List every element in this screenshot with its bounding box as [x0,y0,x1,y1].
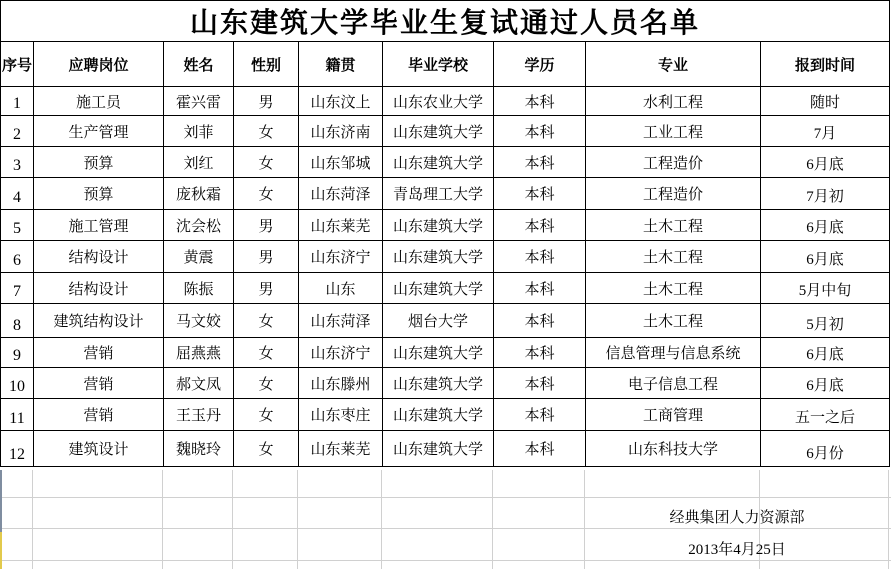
gridline-vertical [32,470,33,569]
table-row [1,241,890,273]
cell-r7-position[interactable]: 结构设计 [34,273,164,304]
cell-r11-report-time[interactable]: 五一之后 [761,399,890,431]
cell-r5-gender[interactable]: 男 [234,210,299,241]
cell-r7-name[interactable]: 陈振 [164,273,234,304]
cell-r6-report-time[interactable]: 6月底 [761,241,890,273]
cell-r8-report-time[interactable]: 5月初 [761,304,890,338]
cell-r1-hometown[interactable]: 山东汶上 [299,87,383,116]
cell-r12-report-time[interactable]: 6月份 [761,431,890,467]
gridline-vertical [232,470,233,569]
cell-r2-school[interactable]: 山东建筑大学 [383,116,494,147]
cell-r4-no[interactable]: 4 [1,178,34,210]
cell-r1-position[interactable]: 施工员 [34,87,164,116]
cell-r2-no[interactable]: 2 [1,116,34,147]
cell-r11-major[interactable]: 工商管理 [586,399,761,431]
cell-r7-hometown[interactable]: 山东 [299,273,383,304]
cell-r9-position[interactable]: 营销 [34,338,164,368]
cell-r4-position[interactable]: 预算 [34,178,164,210]
cell-r4-report-time[interactable]: 7月初 [761,178,890,210]
cell-r11-position[interactable]: 营销 [34,399,164,431]
cell-r9-gender[interactable]: 女 [234,338,299,368]
column-header-4[interactable]: 籍贯 [299,42,383,87]
cell-r2-name[interactable]: 刘菲 [164,116,234,147]
cell-r10-report-time[interactable]: 6月底 [761,368,890,399]
cell-r2-major[interactable]: 工业工程 [586,116,761,147]
cell-r9-major[interactable]: 信息管理与信息系统 [586,338,761,368]
footer-date[interactable]: 2013年4月25日 [688,542,786,558]
cell-r10-degree[interactable]: 本科 [494,368,586,399]
cell-r3-position[interactable]: 预算 [34,147,164,178]
cell-r12-position[interactable]: 建筑设计 [34,431,164,467]
cell-r8-degree[interactable]: 本科 [494,304,586,338]
cell-r5-hometown[interactable]: 山东莱芜 [299,210,383,241]
cell-r10-no[interactable]: 10 [1,368,34,399]
gridline-horizontal [0,497,891,498]
cell-r11-no[interactable]: 11 [1,399,34,431]
table-row [1,116,890,147]
cell-r1-degree[interactable]: 本科 [494,87,586,116]
cell-r12-gender[interactable]: 女 [234,431,299,467]
cell-r12-degree[interactable]: 本科 [494,431,586,467]
column-header-6[interactable]: 学历 [494,42,586,87]
cell-r3-report-time[interactable]: 6月底 [761,147,890,178]
cell-r6-major[interactable]: 土木工程 [586,241,761,273]
cell-r6-hometown[interactable]: 山东济宁 [299,241,383,273]
header-row [1,42,890,87]
cell-r1-no[interactable]: 1 [1,87,34,116]
cell-r2-degree[interactable]: 本科 [494,116,586,147]
cell-r5-no[interactable]: 5 [1,210,34,241]
cell-r5-degree[interactable]: 本科 [494,210,586,241]
cell-r11-gender[interactable]: 女 [234,399,299,431]
left-edge-strip-top [0,470,2,532]
title-row [1,1,890,42]
cell-r2-gender[interactable]: 女 [234,116,299,147]
table-row [1,210,890,241]
cell-r5-report-time[interactable]: 6月底 [761,210,890,241]
cell-r10-gender[interactable]: 女 [234,368,299,399]
cell-r3-degree[interactable]: 本科 [494,147,586,178]
gridline-vertical [492,470,493,569]
cell-r8-school[interactable]: 烟台大学 [383,304,494,338]
table-row [1,87,890,116]
cell-r6-school[interactable]: 山东建筑大学 [383,241,494,273]
cell-r10-hometown[interactable]: 山东滕州 [299,368,383,399]
cell-r7-gender[interactable]: 男 [234,273,299,304]
table-row [1,273,890,304]
column-header-3[interactable]: 性别 [234,42,299,87]
cell-r12-major[interactable]: 山东科技大学 [586,431,761,467]
cell-r6-degree[interactable]: 本科 [494,241,586,273]
cell-r12-name[interactable]: 魏晓玲 [164,431,234,467]
cell-r8-no[interactable]: 8 [1,304,34,338]
gridline-vertical [381,470,382,569]
cell-r9-no[interactable]: 9 [1,338,34,368]
cell-r9-degree[interactable]: 本科 [494,338,586,368]
cell-r3-school[interactable]: 山东建筑大学 [383,147,494,178]
cell-r3-major[interactable]: 工程造价 [586,147,761,178]
column-header-2[interactable]: 姓名 [164,42,234,87]
left-edge-strip-bottom [0,532,2,569]
cell-r10-name[interactable]: 郝文凤 [164,368,234,399]
gridline-horizontal [0,560,891,561]
cell-r8-hometown[interactable]: 山东菏泽 [299,304,383,338]
column-header-8[interactable]: 报到时间 [761,42,890,87]
cell-r10-position[interactable]: 营销 [34,368,164,399]
cell-r12-school[interactable]: 山东建筑大学 [383,431,494,467]
table-row [1,368,890,399]
cell-r9-school[interactable]: 山东建筑大学 [383,338,494,368]
cell-r4-name[interactable]: 庞秋霜 [164,178,234,210]
table-row [1,178,890,210]
cell-r11-degree[interactable]: 本科 [494,399,586,431]
cell-r11-hometown[interactable]: 山东枣庄 [299,399,383,431]
cell-r6-name[interactable]: 黄震 [164,241,234,273]
cell-r7-major[interactable]: 土木工程 [586,273,761,304]
cell-r6-position[interactable]: 结构设计 [34,241,164,273]
cell-r3-gender[interactable]: 女 [234,147,299,178]
cell-r10-school[interactable]: 山东建筑大学 [383,368,494,399]
table-row [1,399,890,431]
table-row [1,338,890,368]
cell-r3-no[interactable]: 3 [1,147,34,178]
gridline-vertical [162,470,163,569]
footer-department[interactable]: 经典集团人力资源部 [669,509,805,526]
cell-r1-gender[interactable]: 男 [234,87,299,116]
cell-r4-school[interactable]: 青岛理工大学 [383,178,494,210]
cell-r4-major[interactable]: 工程造价 [586,178,761,210]
cell-r5-school[interactable]: 山东建筑大学 [383,210,494,241]
cell-r8-position[interactable]: 建筑结构设计 [34,304,164,338]
table-row [1,147,890,178]
cell-r10-major[interactable]: 电子信息工程 [586,368,761,399]
cell-r6-no[interactable]: 6 [1,241,34,273]
cell-r9-hometown[interactable]: 山东济宁 [299,338,383,368]
cell-r12-hometown[interactable]: 山东莱芜 [299,431,383,467]
cell-r4-degree[interactable]: 本科 [494,178,586,210]
cell-r1-report-time[interactable]: 随时 [761,87,890,116]
cell-r4-gender[interactable]: 女 [234,178,299,210]
cell-r7-report-time[interactable]: 5月中旬 [761,273,890,304]
gridline-horizontal [0,528,891,529]
cell-r8-major[interactable]: 土木工程 [586,304,761,338]
cell-r7-no[interactable]: 7 [1,273,34,304]
cell-r9-report-time[interactable]: 6月底 [761,338,890,368]
cell-r9-name[interactable]: 屈燕燕 [164,338,234,368]
cell-r1-school[interactable]: 山东农业大学 [383,87,494,116]
cell-r11-school[interactable]: 山东建筑大学 [383,399,494,431]
cell-r11-name[interactable]: 王玉丹 [164,399,234,431]
page-title[interactable]: 山东建筑大学毕业生复试通过人员名单 [1,1,890,42]
cell-r7-degree[interactable]: 本科 [494,273,586,304]
cell-r2-report-time[interactable]: 7月 [761,116,890,147]
column-header-7[interactable]: 专业 [586,42,761,87]
cell-r1-major[interactable]: 水利工程 [586,87,761,116]
cell-r1-name[interactable]: 霍兴雷 [164,87,234,116]
gridline-vertical [297,470,298,569]
cell-r5-position[interactable]: 施工管理 [34,210,164,241]
cell-r8-name[interactable]: 马文姣 [164,304,234,338]
cell-r6-gender[interactable]: 男 [234,241,299,273]
cell-r7-school[interactable]: 山东建筑大学 [383,273,494,304]
cell-r4-hometown[interactable]: 山东菏泽 [299,178,383,210]
cell-r8-gender[interactable]: 女 [234,304,299,338]
cell-r5-major[interactable]: 土木工程 [586,210,761,241]
column-header-5[interactable]: 毕业学校 [383,42,494,87]
cell-r2-position[interactable]: 生产管理 [34,116,164,147]
table-row [1,304,890,338]
cell-r12-no[interactable]: 12 [1,431,34,467]
cell-r3-name[interactable]: 刘红 [164,147,234,178]
table-row [1,431,890,467]
cell-r5-name[interactable]: 沈会松 [164,210,234,241]
column-header-1[interactable]: 应聘岗位 [34,42,164,87]
cell-r3-hometown[interactable]: 山东邹城 [299,147,383,178]
column-header-0[interactable]: 序号 [1,42,34,87]
cell-r2-hometown[interactable]: 山东济南 [299,116,383,147]
